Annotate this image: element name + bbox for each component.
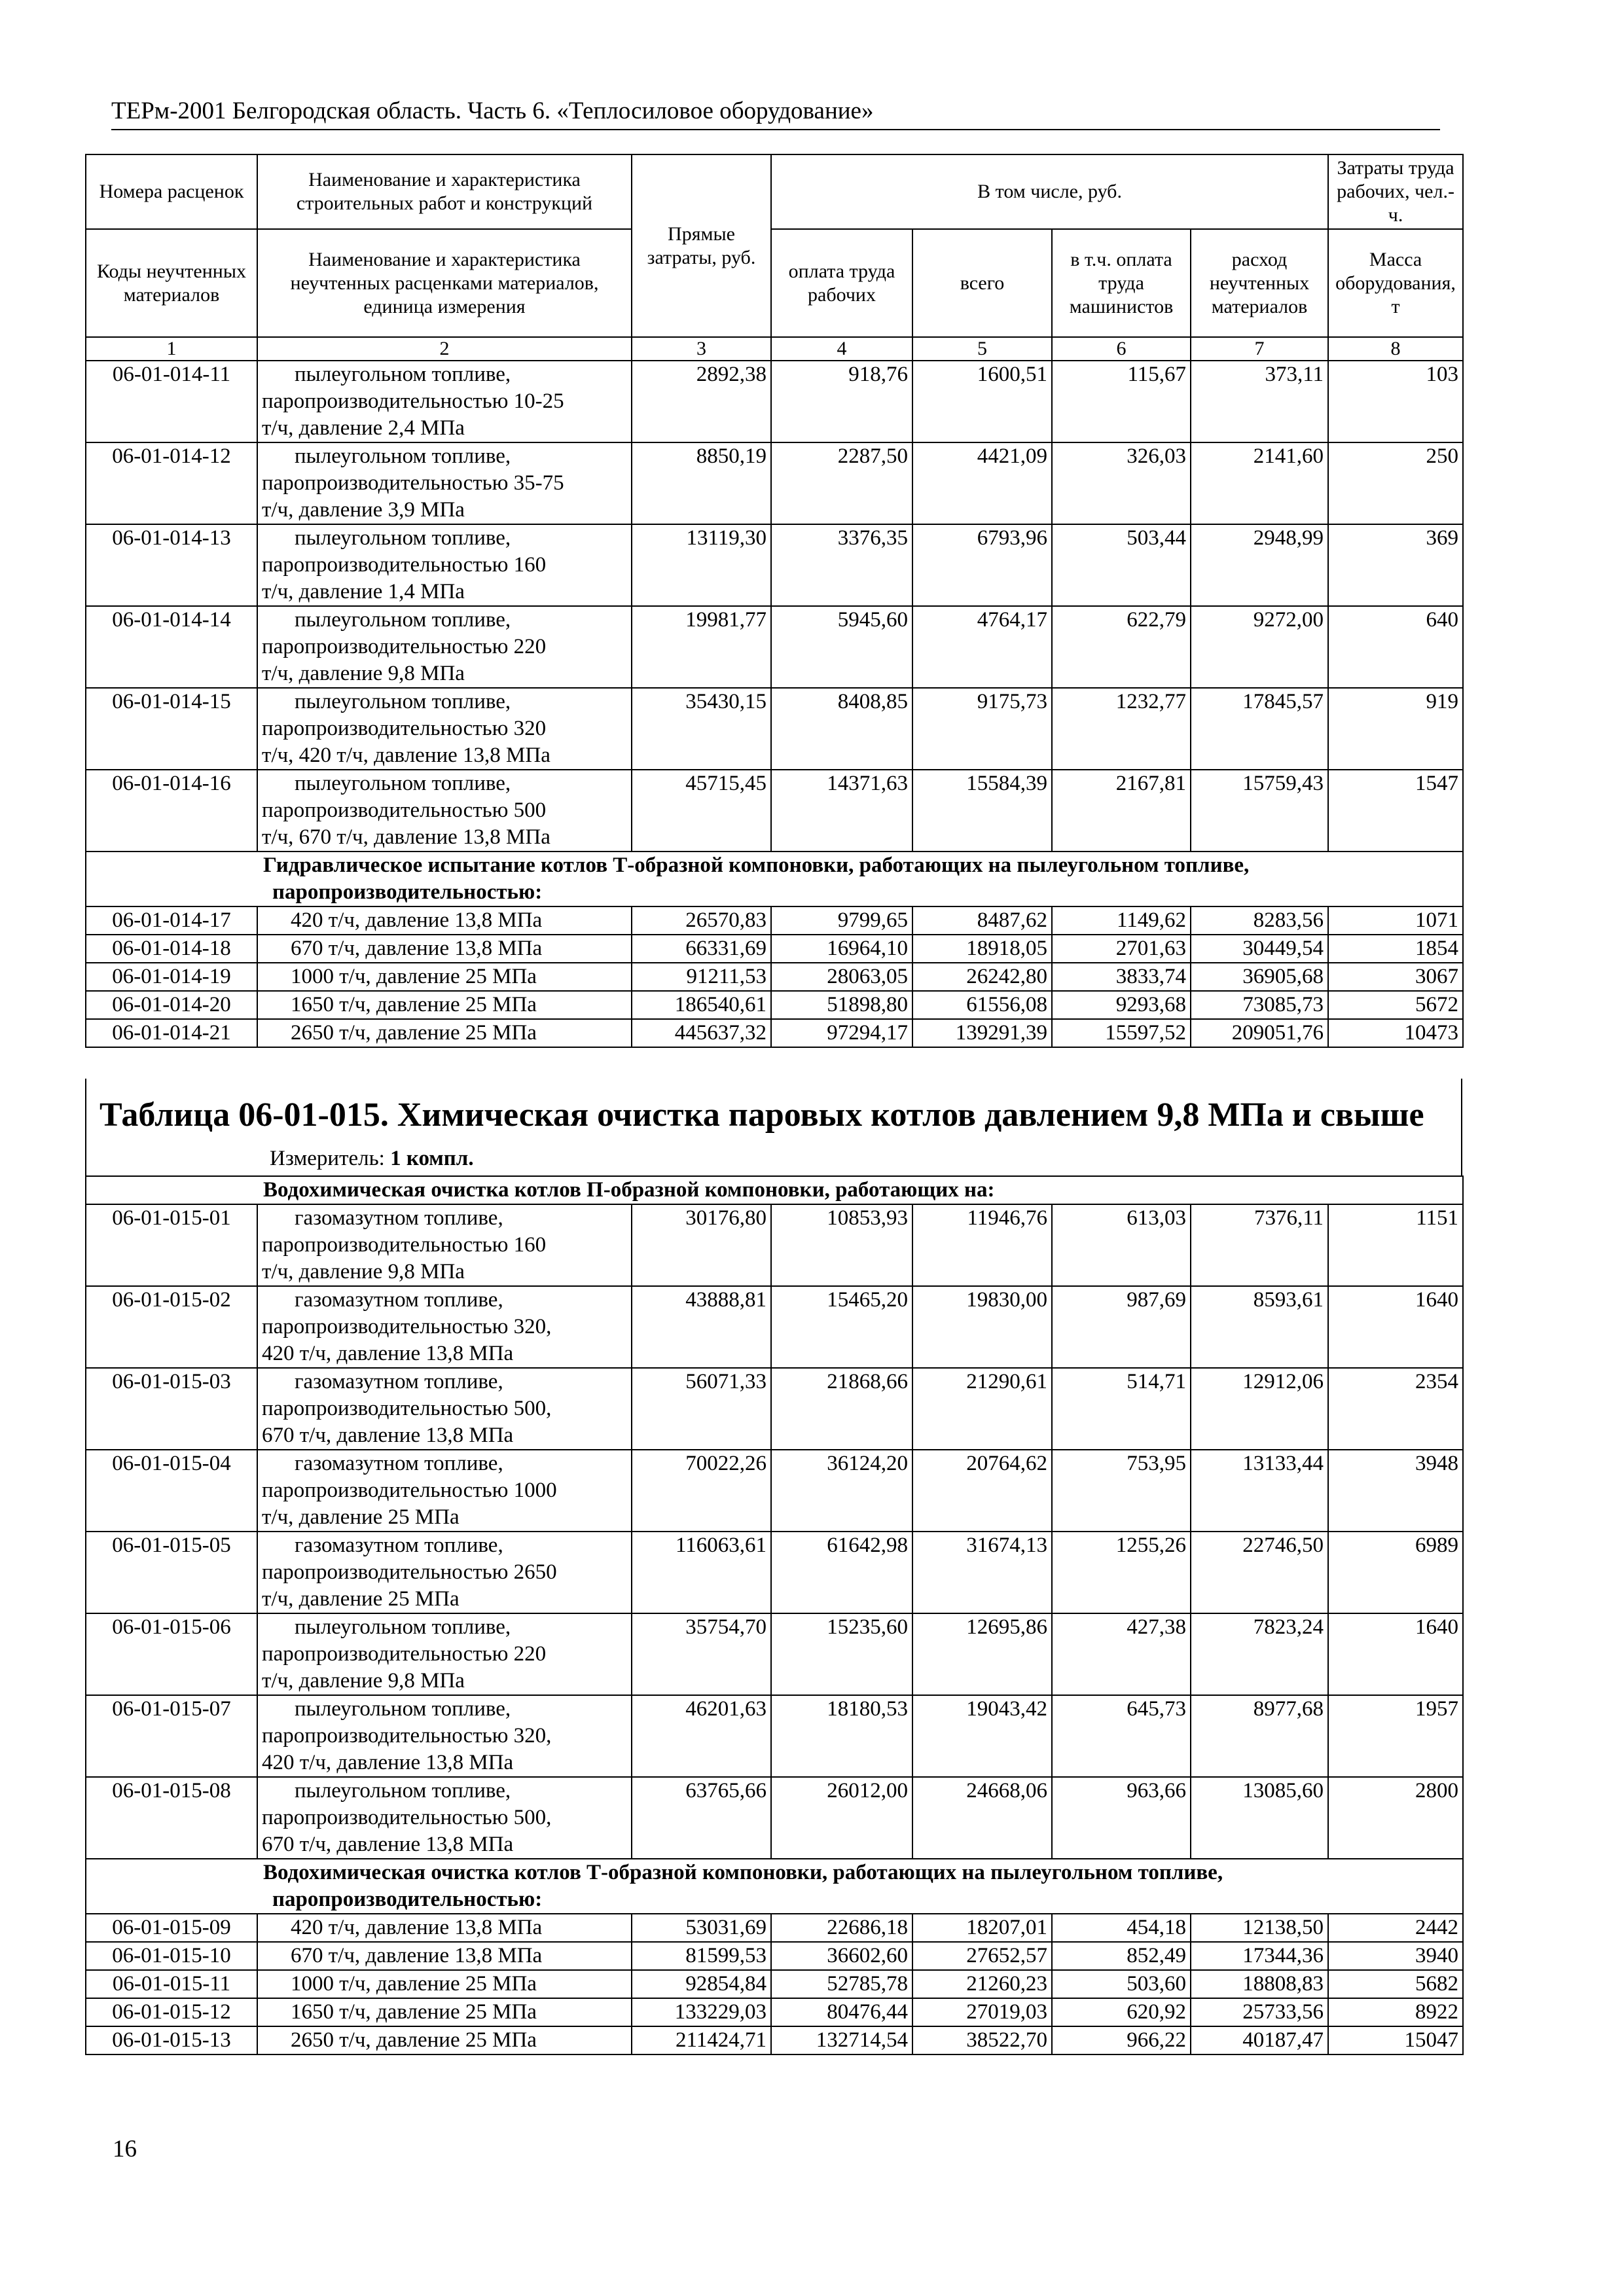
labor-value: 1640: [1328, 1286, 1463, 1368]
machinist-pay-value: 115,67: [1052, 361, 1191, 442]
direct-costs-value: 30176,80: [632, 1204, 771, 1286]
description-line: газомазутном топливе,: [295, 1206, 503, 1230]
labor-value: 8922: [1328, 1998, 1463, 2026]
description-line: т/ч, давление 9,8 МПа: [262, 1260, 465, 1283]
description-line: т/ч, 670 т/ч, давление 13,8 МПа: [262, 825, 550, 849]
description-line: 670 т/ч, давление 13,8 МПа: [262, 1424, 514, 1447]
description-line: пылеугольном топливе,: [295, 363, 511, 386]
description-line: т/ч, 420 т/ч, давление 13,8 МПа: [262, 744, 550, 767]
section-title-line: Водохимическая очистка котлов П-образной компоновки, работающих на:: [263, 1178, 995, 1202]
description-line: газомазутном топливе,: [295, 1370, 503, 1393]
section-title-line: паропроизводительностью:: [272, 1888, 543, 1911]
labor-value: 5672: [1328, 991, 1463, 1019]
machines-total-value: 38522,70: [912, 2026, 1052, 2054]
col-direct-costs-header: Прямые затраты, руб.: [632, 154, 771, 337]
table-row: [86, 770, 1463, 852]
description-line: паропроизводительностью 320,: [262, 1724, 552, 1748]
labor-value: 10473: [1328, 1019, 1463, 1047]
table-row: [86, 1914, 1463, 1942]
labor-value: 2442: [1328, 1914, 1463, 1942]
direct-costs-value: 46201,63: [632, 1695, 771, 1777]
materials-value: 73085,73: [1191, 991, 1328, 1019]
col-rate-number-header: Номера расценок: [86, 154, 257, 229]
worker-pay-value: 80476,44: [771, 1998, 912, 2026]
machines-total-value: 21260,23: [912, 1970, 1052, 1998]
machinist-pay-value: 514,71: [1052, 1368, 1191, 1450]
machines-total-value: 11946,76: [912, 1204, 1052, 1286]
worker-pay-value: 26012,00: [771, 1777, 912, 1859]
section-title-line: Гидравлическое испытание котлов Т-образной компоновки, работающих на пылеугольном топливе,: [263, 853, 1250, 877]
materials-value: 9272,00: [1191, 606, 1328, 688]
column-number-3: 3: [632, 337, 771, 361]
description-line: паропроизводительностью 500,: [262, 1397, 552, 1420]
col-unaccounted-codes-header: Коды неучтенных материалов: [86, 229, 257, 337]
machinist-pay-value: 966,22: [1052, 2026, 1191, 2054]
measure-value: 1 компл.: [390, 1147, 474, 1170]
table-row: [86, 361, 1463, 442]
direct-costs-value: 26570,83: [632, 906, 771, 935]
rate-description: 1650 т/ч, давление 25 МПа: [257, 1998, 632, 2026]
worker-pay-value: 132714,54: [771, 2026, 912, 2054]
direct-costs-value: 66331,69: [632, 935, 771, 963]
machines-total-value: 8487,62: [912, 906, 1052, 935]
table-row: [86, 991, 1463, 1019]
description-line: 420 т/ч, давление 13,8 МПа: [262, 1342, 514, 1365]
worker-pay-value: 18180,53: [771, 1695, 912, 1777]
labor-value: 3940: [1328, 1942, 1463, 1970]
table-row: [86, 524, 1463, 606]
labor-value: 2354: [1328, 1368, 1463, 1450]
direct-costs-value: 63765,66: [632, 1777, 771, 1859]
machinist-pay-value: 852,49: [1052, 1942, 1191, 1970]
description-line: паропроизводительностью 320,: [262, 1315, 552, 1338]
table-row: [86, 1019, 1463, 1047]
machinist-pay-value: 987,69: [1052, 1286, 1191, 1368]
table-row: [86, 1970, 1463, 1998]
page-header: ТЕРм-2001 Белгородская область. Часть 6. «Теплосиловое оборудование»: [111, 98, 874, 124]
direct-costs-value: 56071,33: [632, 1368, 771, 1450]
rate-description: [257, 770, 632, 852]
page-number: 16: [113, 2136, 137, 2162]
description-line: т/ч, давление 25 МПа: [262, 1505, 460, 1529]
column-number-4: 4: [771, 337, 912, 361]
description-line: паропроизводительностью 500: [262, 798, 547, 822]
rate-description: 2650 т/ч, давление 25 МПа: [257, 1019, 632, 1047]
table-row: [86, 906, 1463, 935]
worker-pay-value: 15465,20: [771, 1286, 912, 1368]
machinist-pay-value: 753,95: [1052, 1450, 1191, 1532]
description-line: т/ч, давление 3,9 МПа: [262, 498, 465, 522]
description-line: паропроизводительностью 160: [262, 553, 547, 577]
section-title: [86, 1176, 1463, 1204]
direct-costs-value: 211424,71: [632, 2026, 771, 2054]
table-row: [86, 1942, 1463, 1970]
labor-value: 250: [1328, 442, 1463, 524]
machinist-pay-value: 503,60: [1052, 1970, 1191, 1998]
rate-code: 06-01-015-05: [86, 1532, 257, 1613]
description-line: 670 т/ч, давление 13,8 МПа: [262, 1833, 514, 1856]
worker-pay-value: 8408,85: [771, 688, 912, 770]
rate-description: 420 т/ч, давление 13,8 МПа: [257, 1914, 632, 1942]
column-number-5: 5: [912, 337, 1052, 361]
worker-pay-value: 22686,18: [771, 1914, 912, 1942]
materials-value: 36905,68: [1191, 963, 1328, 991]
description-line: т/ч, давление 2,4 МПа: [262, 416, 465, 440]
machinist-pay-value: 622,79: [1052, 606, 1191, 688]
rate-description: [257, 361, 632, 442]
labor-value: 15047: [1328, 2026, 1463, 2054]
table-row: [86, 688, 1463, 770]
materials-value: 7823,24: [1191, 1613, 1328, 1695]
machines-total-value: 27019,03: [912, 1998, 1052, 2026]
direct-costs-value: 116063,61: [632, 1532, 771, 1613]
direct-costs-value: 8850,19: [632, 442, 771, 524]
worker-pay-value: 28063,05: [771, 963, 912, 991]
rate-description: [257, 524, 632, 606]
materials-value: 30449,54: [1191, 935, 1328, 963]
col-group-header: В том числе, руб.: [771, 154, 1328, 229]
direct-costs-value: 445637,32: [632, 1019, 771, 1047]
section-title: [86, 1859, 1463, 1914]
machines-total-value: 4764,17: [912, 606, 1052, 688]
machines-total-value: 4421,09: [912, 442, 1052, 524]
section-title: [86, 852, 1463, 906]
machinist-pay-value: 1149,62: [1052, 906, 1191, 935]
rate-description: 1000 т/ч, давление 25 МПа: [257, 1970, 632, 1998]
machinist-pay-value: 427,38: [1052, 1613, 1191, 1695]
rate-description: [257, 1286, 632, 1368]
machines-total-value: 61556,08: [912, 991, 1052, 1019]
col-materials-header: расход неучтенных материалов: [1191, 229, 1328, 337]
direct-costs-value: 19981,77: [632, 606, 771, 688]
machines-total-value: 18207,01: [912, 1914, 1052, 1942]
rate-description: 670 т/ч, давление 13,8 МПа: [257, 935, 632, 963]
machinist-pay-value: 645,73: [1052, 1695, 1191, 1777]
col-work-name-header: Наименование и характеристика строительных работ и конструкций: [257, 154, 632, 229]
rate-description: 670 т/ч, давление 13,8 МПа: [257, 1942, 632, 1970]
machinist-pay-value: 1232,77: [1052, 688, 1191, 770]
materials-value: 7376,11: [1191, 1204, 1328, 1286]
materials-value: 373,11: [1191, 361, 1328, 442]
machines-total-value: 21290,61: [912, 1368, 1052, 1450]
description-line: пылеугольном топливе,: [295, 690, 511, 713]
worker-pay-value: 51898,80: [771, 991, 912, 1019]
section-title-line: Водохимическая очистка котлов Т-образной компоновки, работающих на пылеугольном топливе,: [263, 1861, 1223, 1884]
section-row: [86, 852, 1463, 906]
machines-total-value: 12695,86: [912, 1613, 1052, 1695]
col-machines-total-header: всего: [912, 229, 1052, 337]
table-row: [86, 1777, 1463, 1859]
rate-description: [257, 1450, 632, 1532]
col-mass-header: Масса оборудования, т: [1328, 229, 1463, 337]
materials-value: 8977,68: [1191, 1695, 1328, 1777]
description-line: т/ч, давление 1,4 МПа: [262, 580, 465, 603]
machines-total-value: 31674,13: [912, 1532, 1052, 1613]
labor-value: 1547: [1328, 770, 1463, 852]
rate-code: 06-01-015-09: [86, 1914, 257, 1942]
rate-code: 06-01-015-03: [86, 1368, 257, 1450]
section-title-line: паропроизводительностью:: [272, 880, 543, 904]
direct-costs-value: 92854,84: [632, 1970, 771, 1998]
rate-code: 06-01-015-10: [86, 1942, 257, 1970]
rate-code: 06-01-015-02: [86, 1286, 257, 1368]
worker-pay-value: 36602,60: [771, 1942, 912, 1970]
column-number-1: 1: [86, 337, 257, 361]
rate-code: 06-01-015-13: [86, 2026, 257, 2054]
machinist-pay-value: 9293,68: [1052, 991, 1191, 1019]
rate-code: 06-01-015-12: [86, 1998, 257, 2026]
column-number-8: 8: [1328, 337, 1463, 361]
rate-code: 06-01-014-16: [86, 770, 257, 852]
machinist-pay-value: 2167,81: [1052, 770, 1191, 852]
machines-total-value: 18918,05: [912, 935, 1052, 963]
labor-value: 369: [1328, 524, 1463, 606]
machinist-pay-value: 620,92: [1052, 1998, 1191, 2026]
rate-code: 06-01-015-07: [86, 1695, 257, 1777]
materials-value: 8593,61: [1191, 1286, 1328, 1368]
labor-value: 1640: [1328, 1613, 1463, 1695]
description-line: пылеугольном топливе,: [295, 526, 511, 550]
description-line: газомазутном топливе,: [295, 1534, 503, 1557]
worker-pay-value: 36124,20: [771, 1450, 912, 1532]
rate-description: [257, 1204, 632, 1286]
rates-table-1: [85, 154, 1464, 1048]
direct-costs-value: 35430,15: [632, 688, 771, 770]
column-number-6: 6: [1052, 337, 1191, 361]
table-row: [86, 606, 1463, 688]
worker-pay-value: 10853,93: [771, 1204, 912, 1286]
header-rule: [111, 129, 1440, 130]
worker-pay-value: 14371,63: [771, 770, 912, 852]
materials-value: 17845,57: [1191, 688, 1328, 770]
machinist-pay-value: 3833,74: [1052, 963, 1191, 991]
worker-pay-value: 16964,10: [771, 935, 912, 963]
rate-description: [257, 606, 632, 688]
rate-description: [257, 442, 632, 524]
machines-total-value: 19043,42: [912, 1695, 1052, 1777]
rate-code: 06-01-015-08: [86, 1777, 257, 1859]
rate-description: [257, 688, 632, 770]
rate-code: 06-01-014-18: [86, 935, 257, 963]
description-line: пылеугольном топливе,: [295, 1779, 511, 1803]
machines-total-value: 15584,39: [912, 770, 1052, 852]
machinist-pay-value: 963,66: [1052, 1777, 1191, 1859]
description-line: паропроизводительностью 320: [262, 717, 547, 740]
worker-pay-value: 3376,35: [771, 524, 912, 606]
materials-value: 18808,83: [1191, 1970, 1328, 1998]
rate-code: 06-01-014-20: [86, 991, 257, 1019]
col-worker-pay-header: оплата труда рабочих: [771, 229, 912, 337]
machinist-pay-value: 613,03: [1052, 1204, 1191, 1286]
rate-code: 06-01-015-06: [86, 1613, 257, 1695]
direct-costs-value: 13119,30: [632, 524, 771, 606]
table-row: [86, 1613, 1463, 1695]
machines-total-value: 24668,06: [912, 1777, 1052, 1859]
direct-costs-value: 2892,38: [632, 361, 771, 442]
labor-value: 6989: [1328, 1532, 1463, 1613]
table-row: [86, 1695, 1463, 1777]
column-number-2: 2: [257, 337, 632, 361]
worker-pay-value: 918,76: [771, 361, 912, 442]
direct-costs-value: 133229,03: [632, 1998, 771, 2026]
description-line: 420 т/ч, давление 13,8 МПа: [262, 1751, 514, 1774]
description-line: паропроизводительностью 160: [262, 1233, 547, 1257]
rate-code: 06-01-015-04: [86, 1450, 257, 1532]
materials-value: 22746,50: [1191, 1532, 1328, 1613]
description-line: т/ч, давление 9,8 МПа: [262, 662, 465, 685]
table-row: [86, 1286, 1463, 1368]
rate-description: [257, 1777, 632, 1859]
col-labor-header: Затраты труда рабочих, чел.-ч.: [1328, 154, 1463, 229]
direct-costs-value: 43888,81: [632, 1286, 771, 1368]
machines-total-value: 139291,39: [912, 1019, 1052, 1047]
worker-pay-value: 15235,60: [771, 1613, 912, 1695]
direct-costs-value: 186540,61: [632, 991, 771, 1019]
description-line: паропроизводительностью 1000: [262, 1479, 557, 1502]
labor-value: 919: [1328, 688, 1463, 770]
worker-pay-value: 97294,17: [771, 1019, 912, 1047]
description-line: паропроизводительностью 220: [262, 1642, 547, 1666]
description-line: паропроизводительностью 35-75: [262, 471, 564, 495]
direct-costs-value: 81599,53: [632, 1942, 771, 1970]
rate-code: 06-01-014-21: [86, 1019, 257, 1047]
machines-total-value: 26242,80: [912, 963, 1052, 991]
machinist-pay-value: 503,44: [1052, 524, 1191, 606]
description-line: пылеугольном топливе,: [295, 1615, 511, 1639]
machines-total-value: 6793,96: [912, 524, 1052, 606]
measure-label: Измеритель:: [270, 1147, 385, 1170]
description-line: пылеугольном топливе,: [295, 772, 511, 795]
rate-code: 06-01-015-01: [86, 1204, 257, 1286]
rate-description: 1000 т/ч, давление 25 МПа: [257, 963, 632, 991]
machines-total-value: 1600,51: [912, 361, 1052, 442]
rate-code: 06-01-014-14: [86, 606, 257, 688]
rate-code: 06-01-014-17: [86, 906, 257, 935]
rate-description: [257, 1613, 632, 1695]
rate-code: 06-01-014-13: [86, 524, 257, 606]
table-row: [86, 1532, 1463, 1613]
description-line: паропроизводительностью 220: [262, 635, 547, 658]
materials-value: 2141,60: [1191, 442, 1328, 524]
labor-value: 1071: [1328, 906, 1463, 935]
labor-value: 1957: [1328, 1695, 1463, 1777]
table2-title: Таблица 06-01-015. Химическая очистка паровых котлов давлением 9,8 МПа и свыше: [99, 1096, 1424, 1134]
description-line: паропроизводительностью 500,: [262, 1806, 552, 1829]
table-row: [86, 2026, 1463, 2054]
machinist-pay-value: 326,03: [1052, 442, 1191, 524]
machines-total-value: 20764,62: [912, 1450, 1052, 1532]
worker-pay-value: 52785,78: [771, 1970, 912, 1998]
worker-pay-value: 2287,50: [771, 442, 912, 524]
column-number-7: 7: [1191, 337, 1328, 361]
description-line: газомазутном топливе,: [295, 1288, 503, 1312]
direct-costs-value: 91211,53: [632, 963, 771, 991]
direct-costs-value: 35754,70: [632, 1613, 771, 1695]
section-row: [86, 1176, 1463, 1204]
description-line: паропроизводительностью 2650: [262, 1560, 557, 1584]
materials-value: 8283,56: [1191, 906, 1328, 935]
materials-value: 12912,06: [1191, 1368, 1328, 1450]
table-row: [86, 1204, 1463, 1286]
rate-description: 1650 т/ч, давление 25 МПа: [257, 991, 632, 1019]
table-row: [86, 935, 1463, 963]
labor-value: 1854: [1328, 935, 1463, 963]
materials-value: 209051,76: [1191, 1019, 1328, 1047]
col-unaccounted-name-header: Наименование и характеристика неучтенных расценками материалов, единица измерения: [257, 229, 632, 337]
table-row: [86, 963, 1463, 991]
table-row: [86, 1368, 1463, 1450]
worker-pay-value: 61642,98: [771, 1532, 912, 1613]
rate-code: 06-01-014-12: [86, 442, 257, 524]
description-line: т/ч, давление 25 МПа: [262, 1587, 460, 1611]
materials-value: 15759,43: [1191, 770, 1328, 852]
materials-value: 40187,47: [1191, 2026, 1328, 2054]
machinist-pay-value: 15597,52: [1052, 1019, 1191, 1047]
table-row: [86, 1998, 1463, 2026]
rate-code: 06-01-014-11: [86, 361, 257, 442]
materials-value: 13133,44: [1191, 1450, 1328, 1532]
col-machinist-pay-header: в т.ч. оплата труда машинистов: [1052, 229, 1191, 337]
description-line: пылеугольном топливе,: [295, 608, 511, 632]
direct-costs-value: 70022,26: [632, 1450, 771, 1532]
labor-value: 3948: [1328, 1450, 1463, 1532]
machines-total-value: 9175,73: [912, 688, 1052, 770]
worker-pay-value: 5945,60: [771, 606, 912, 688]
table-row: [86, 442, 1463, 524]
machinist-pay-value: 454,18: [1052, 1914, 1191, 1942]
description-line: паропроизводительностью 10-25: [262, 389, 564, 413]
labor-value: 640: [1328, 606, 1463, 688]
worker-pay-value: 21868,66: [771, 1368, 912, 1450]
section-row: [86, 1859, 1463, 1914]
worker-pay-value: 9799,65: [771, 906, 912, 935]
rate-code: 06-01-014-19: [86, 963, 257, 991]
rate-description: 2650 т/ч, давление 25 МПа: [257, 2026, 632, 2054]
machines-total-value: 27652,57: [912, 1942, 1052, 1970]
rate-description: [257, 1368, 632, 1450]
rates-table-2: [85, 1175, 1464, 2055]
materials-value: 2948,99: [1191, 524, 1328, 606]
materials-value: 17344,36: [1191, 1942, 1328, 1970]
rate-description: [257, 1532, 632, 1613]
direct-costs-value: 53031,69: [632, 1914, 771, 1942]
rate-code: 06-01-014-15: [86, 688, 257, 770]
labor-value: 2800: [1328, 1777, 1463, 1859]
rate-description: [257, 1695, 632, 1777]
machinist-pay-value: 1255,26: [1052, 1532, 1191, 1613]
materials-value: 13085,60: [1191, 1777, 1328, 1859]
measure-unit: [270, 1147, 474, 1171]
description-line: т/ч, давление 9,8 МПа: [262, 1669, 465, 1693]
labor-value: 103: [1328, 361, 1463, 442]
labor-value: 1151: [1328, 1204, 1463, 1286]
labor-value: 5682: [1328, 1970, 1463, 1998]
description-line: пылеугольном топливе,: [295, 444, 511, 468]
machinist-pay-value: 2701,63: [1052, 935, 1191, 963]
machines-total-value: 19830,00: [912, 1286, 1052, 1368]
table-row: [86, 1450, 1463, 1532]
rate-code: 06-01-015-11: [86, 1970, 257, 1998]
direct-costs-value: 45715,45: [632, 770, 771, 852]
description-line: газомазутном топливе,: [295, 1452, 503, 1475]
description-line: пылеугольном топливе,: [295, 1697, 511, 1721]
rate-description: 420 т/ч, давление 13,8 МПа: [257, 906, 632, 935]
labor-value: 3067: [1328, 963, 1463, 991]
materials-value: 12138,50: [1191, 1914, 1328, 1942]
materials-value: 25733,56: [1191, 1998, 1328, 2026]
